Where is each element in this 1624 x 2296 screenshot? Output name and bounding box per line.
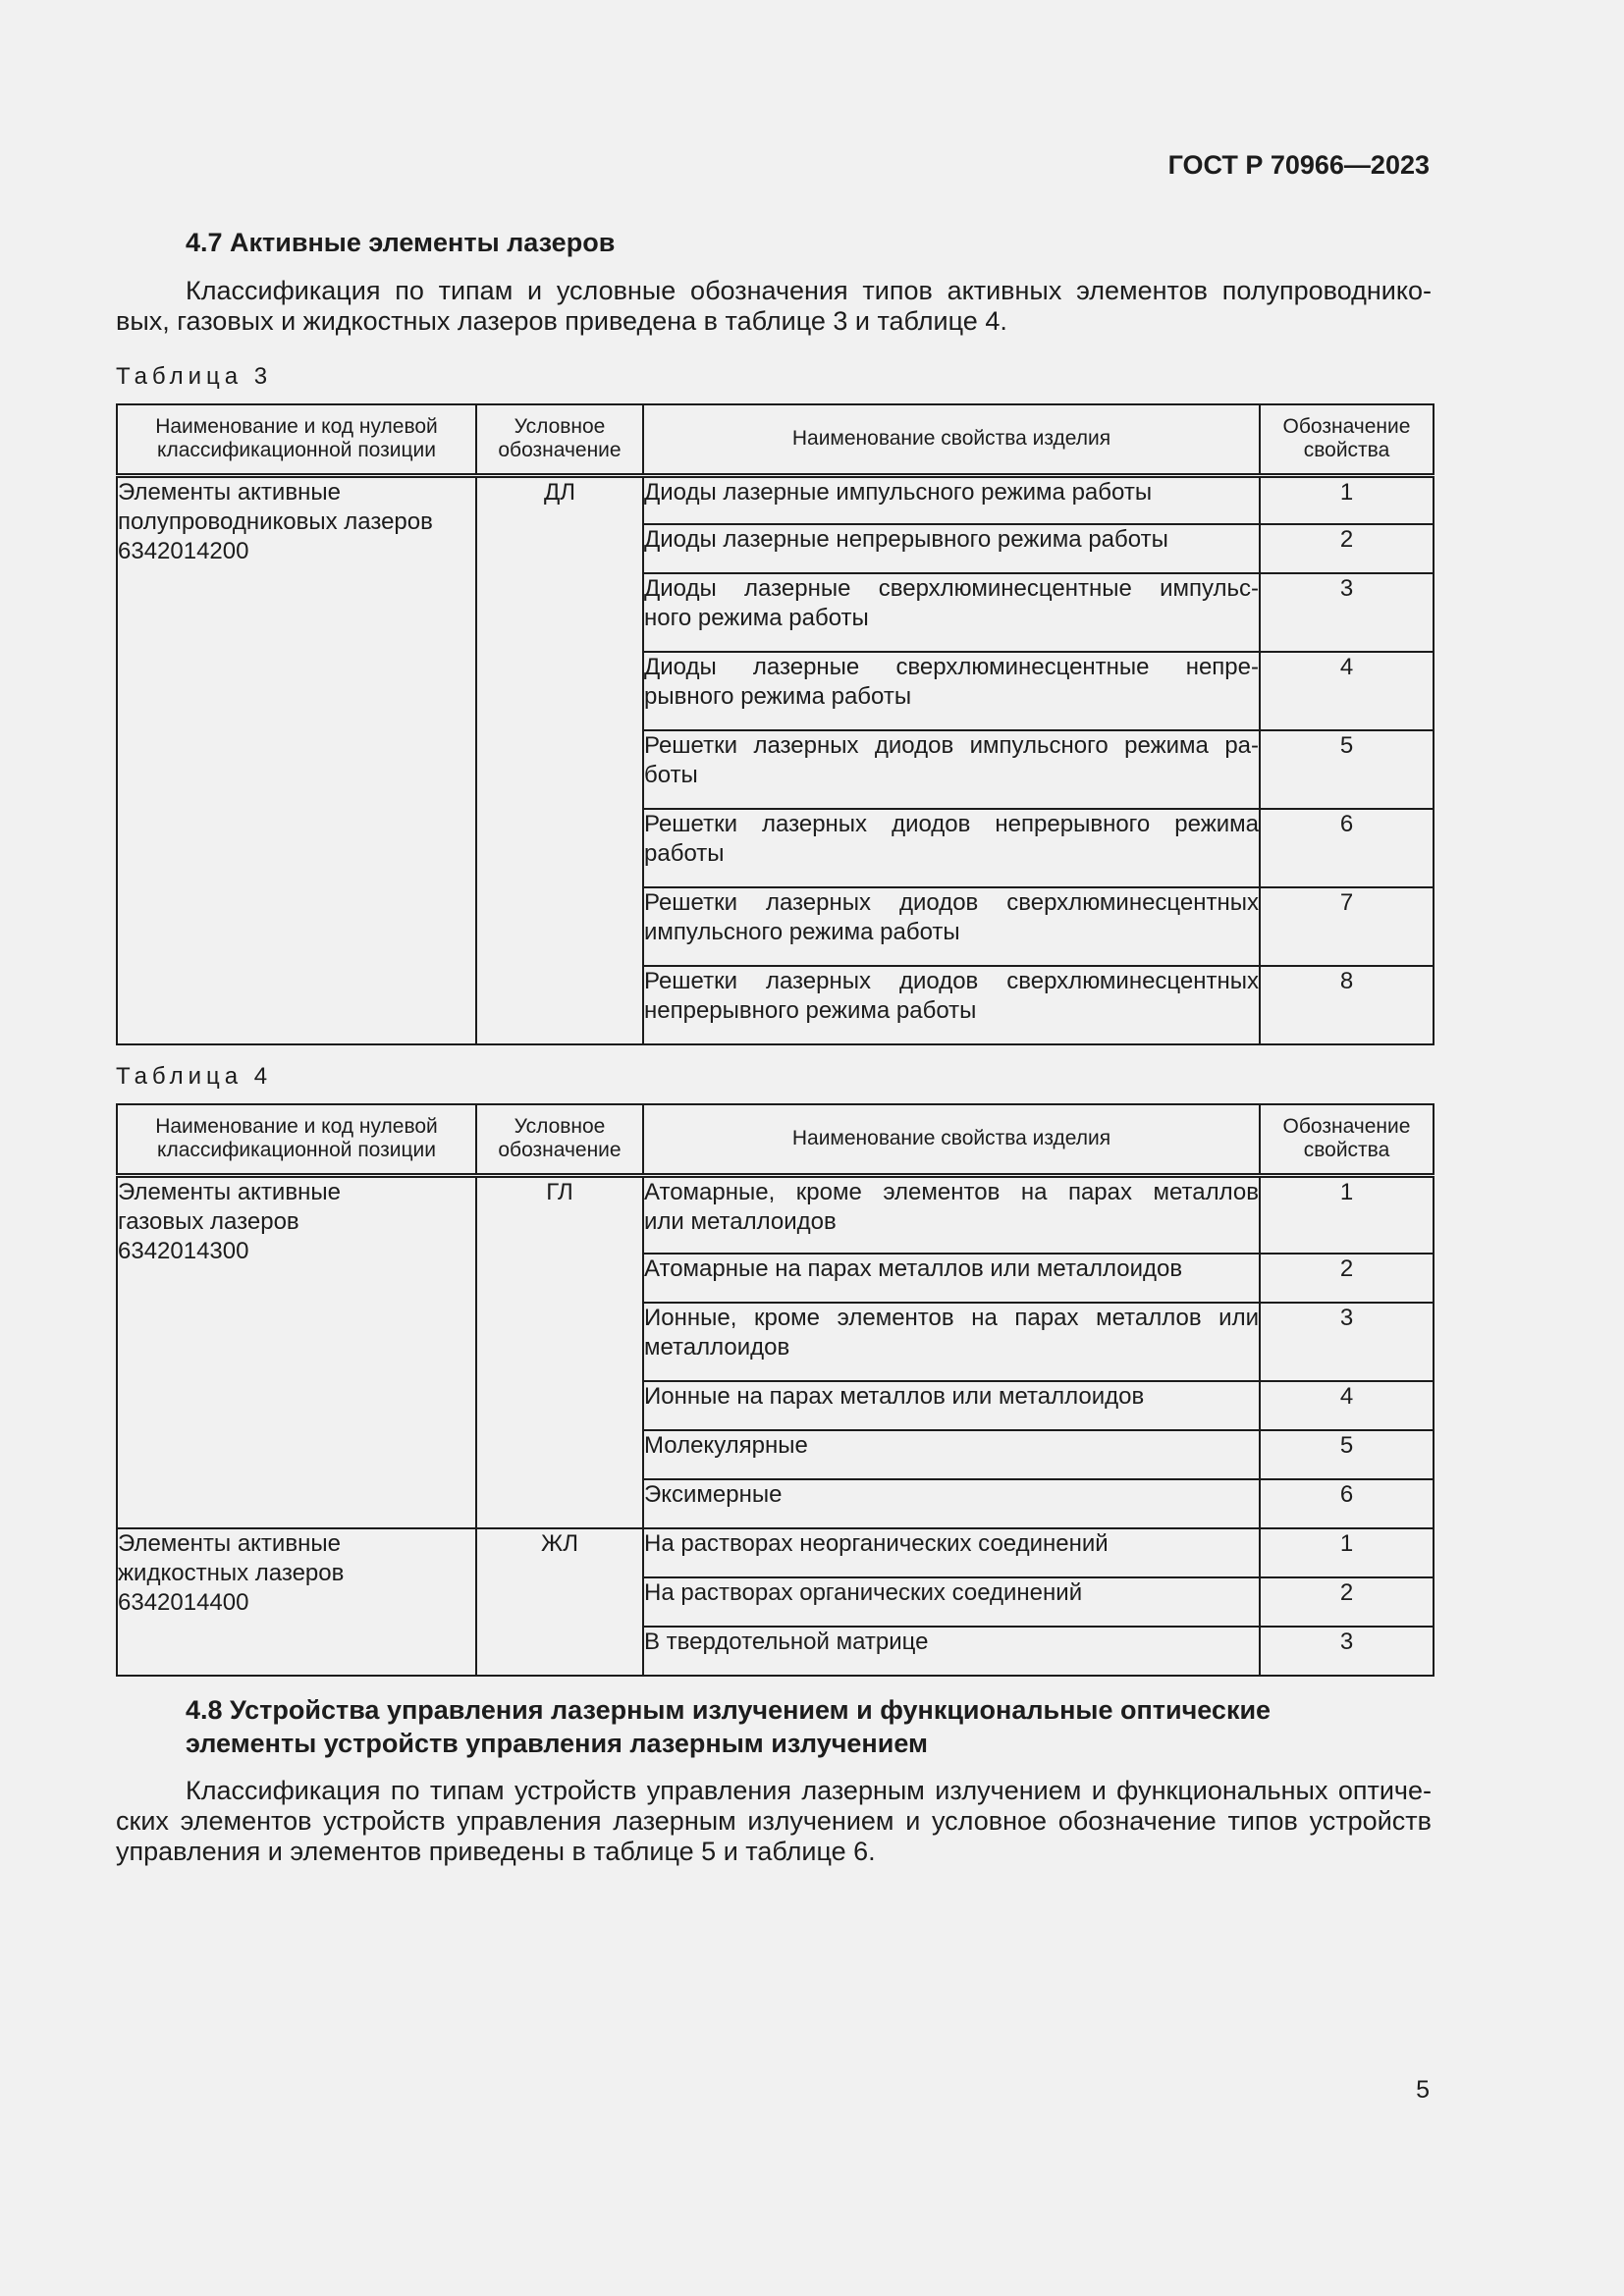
property-cell bbox=[643, 1430, 1260, 1479]
property-line: Диоды лазерные сверхлюминесцентные непре- bbox=[644, 654, 1259, 680]
section-4-8-title bbox=[186, 1693, 1271, 1760]
paragraph-line: Классификация по типам и условные обозначения типов активных элементов полупроводнико- bbox=[186, 276, 1432, 305]
property-line: Ионные на парах металлов или металлоидов bbox=[644, 1383, 1145, 1410]
property-line: Эксимерные bbox=[644, 1481, 783, 1508]
property-cell bbox=[643, 1528, 1260, 1577]
classification-name-line: Элементы активные bbox=[118, 1530, 341, 1557]
property-line: ного режима работы bbox=[644, 605, 869, 631]
paragraph-line: управления и элементов приведены в таблице 5 и таблице 6. bbox=[116, 1837, 876, 1866]
property-number: 4 bbox=[1260, 1381, 1434, 1430]
property-number: 1 bbox=[1260, 475, 1434, 524]
header-classification-code: Наименование и код нулевой классификационной позиции bbox=[117, 1104, 476, 1175]
table-3 bbox=[116, 403, 1435, 1045]
property-number: 7 bbox=[1260, 887, 1434, 966]
section-4-8-paragraph bbox=[116, 1776, 1432, 1867]
property-number: 3 bbox=[1260, 573, 1434, 652]
section-4-7-title: 4.7 Активные элементы лазеров bbox=[186, 228, 616, 257]
classification-code: 6342014200 bbox=[118, 537, 249, 564]
symbol-cell: ЖЛ bbox=[476, 1528, 643, 1676]
symbol-cell: ДЛ bbox=[476, 475, 643, 1044]
property-line: работы bbox=[644, 840, 725, 867]
property-line: импульсного режима работы bbox=[644, 919, 960, 945]
property-line: непрерывного режима работы bbox=[644, 997, 977, 1024]
section-title-line: элементы устройств управления лазерным излучением bbox=[186, 1729, 928, 1758]
property-number: 3 bbox=[1260, 1627, 1434, 1676]
property-line: Решетки лазерных диодов импульсного режима ра- bbox=[644, 732, 1259, 759]
classification-cell bbox=[117, 1175, 476, 1528]
header-property-name: Наименование свойства изделия bbox=[643, 1104, 1260, 1175]
property-line: Решетки лазерных диодов сверхлюминесцентных bbox=[644, 889, 1259, 916]
property-number: 5 bbox=[1260, 730, 1434, 809]
property-line: боты bbox=[644, 762, 698, 788]
property-number: 4 bbox=[1260, 652, 1434, 730]
classification-code: 6342014300 bbox=[118, 1237, 249, 1264]
classification-name-line: полупроводниковых лазеров bbox=[118, 507, 433, 535]
page-number: 5 bbox=[1416, 2076, 1430, 2104]
property-cell bbox=[643, 1577, 1260, 1627]
table-row bbox=[117, 1175, 1434, 1254]
property-line: Молекулярные bbox=[644, 1432, 808, 1459]
table-row bbox=[117, 1528, 1434, 1577]
property-line: Ионные, кроме элементов на парах металлов или bbox=[644, 1305, 1259, 1331]
property-number: 5 bbox=[1260, 1430, 1434, 1479]
property-number: 1 bbox=[1260, 1175, 1434, 1254]
property-number: 8 bbox=[1260, 966, 1434, 1044]
classification-cell bbox=[117, 1528, 476, 1676]
classification-name-line: Элементы активные bbox=[118, 1178, 341, 1205]
table-row bbox=[117, 475, 1434, 524]
property-number: 6 bbox=[1260, 1479, 1434, 1528]
property-line: Диоды лазерные импульсного режима работы bbox=[644, 478, 1153, 506]
property-cell bbox=[643, 1254, 1260, 1303]
paragraph-line: вых, газовых и жидкостных лазеров приведена в таблице 3 и таблице 4. bbox=[116, 306, 1007, 336]
property-line: рывного режима работы bbox=[644, 683, 912, 710]
property-cell bbox=[643, 730, 1260, 809]
property-cell bbox=[643, 966, 1260, 1044]
property-number: 2 bbox=[1260, 1254, 1434, 1303]
header-symbol: Условное обозначение bbox=[476, 404, 643, 475]
classification-name-line: Элементы активные bbox=[118, 478, 341, 506]
header-property-code: Обозначение свойства bbox=[1260, 1104, 1434, 1175]
symbol-cell: ГЛ bbox=[476, 1175, 643, 1528]
classification-name-line: газовых лазеров bbox=[118, 1207, 299, 1235]
property-cell bbox=[643, 887, 1260, 966]
table-4 bbox=[116, 1103, 1435, 1677]
header-symbol: Условное обозначение bbox=[476, 1104, 643, 1175]
property-cell bbox=[643, 475, 1260, 524]
property-line: Диоды лазерные сверхлюминесцентные импульс- bbox=[644, 575, 1259, 602]
property-line: На растворах неорганических соединений bbox=[644, 1530, 1109, 1557]
property-number: 3 bbox=[1260, 1303, 1434, 1381]
section-title-line: 4.8 Устройства управления лазерным излучением и функциональные оптические bbox=[186, 1695, 1272, 1725]
table-3-label: Таблица 3 bbox=[116, 363, 273, 390]
section-4-7-paragraph bbox=[116, 276, 1432, 337]
property-cell bbox=[643, 1627, 1260, 1676]
property-number: 1 bbox=[1260, 1528, 1434, 1577]
table-4-label: Таблица 4 bbox=[116, 1063, 273, 1090]
paragraph-line: ских элементов устройств управления лазерным излучением и условное обозначение типов устройств bbox=[116, 1806, 1432, 1836]
property-number: 6 bbox=[1260, 809, 1434, 887]
table-header-row bbox=[117, 404, 1434, 475]
classification-name-line: жидкостных лазеров bbox=[118, 1560, 345, 1586]
classification-code: 6342014400 bbox=[118, 1589, 249, 1616]
table-header-row bbox=[117, 1104, 1434, 1175]
header-classification-code: Наименование и код нулевой классификационной позиции bbox=[117, 404, 476, 475]
property-line: металлоидов bbox=[644, 1334, 790, 1361]
property-cell bbox=[643, 1479, 1260, 1528]
property-line: Атомарные на парах металлов или металлоидов bbox=[644, 1255, 1183, 1282]
property-line: На растворах органических соединений bbox=[644, 1579, 1083, 1606]
property-number: 2 bbox=[1260, 524, 1434, 573]
property-line: Решетки лазерных диодов непрерывного режима bbox=[644, 811, 1259, 837]
property-cell bbox=[643, 1175, 1260, 1254]
document-number: ГОСТ Р 70966—2023 bbox=[1167, 150, 1430, 180]
property-cell bbox=[643, 524, 1260, 573]
property-cell bbox=[643, 1303, 1260, 1381]
header-property-code: Обозначение свойства bbox=[1260, 404, 1434, 475]
property-line: В твердотельной матрице bbox=[644, 1629, 929, 1655]
property-line: Диоды лазерные непрерывного режима работы bbox=[644, 526, 1168, 553]
property-cell bbox=[643, 809, 1260, 887]
header-property-name: Наименование свойства изделия bbox=[643, 404, 1260, 475]
property-number: 2 bbox=[1260, 1577, 1434, 1627]
classification-cell bbox=[117, 475, 476, 1044]
property-cell bbox=[643, 652, 1260, 730]
property-line: Атомарные, кроме элементов на парах металлов bbox=[644, 1178, 1259, 1205]
property-cell bbox=[643, 573, 1260, 652]
paragraph-line: Классификация по типам устройств управления лазерным излучением и функциональных оптиче- bbox=[186, 1776, 1432, 1805]
property-line: или металлоидов bbox=[644, 1207, 837, 1235]
property-cell bbox=[643, 1381, 1260, 1430]
property-line: Решетки лазерных диодов сверхлюминесцентных bbox=[644, 968, 1259, 994]
